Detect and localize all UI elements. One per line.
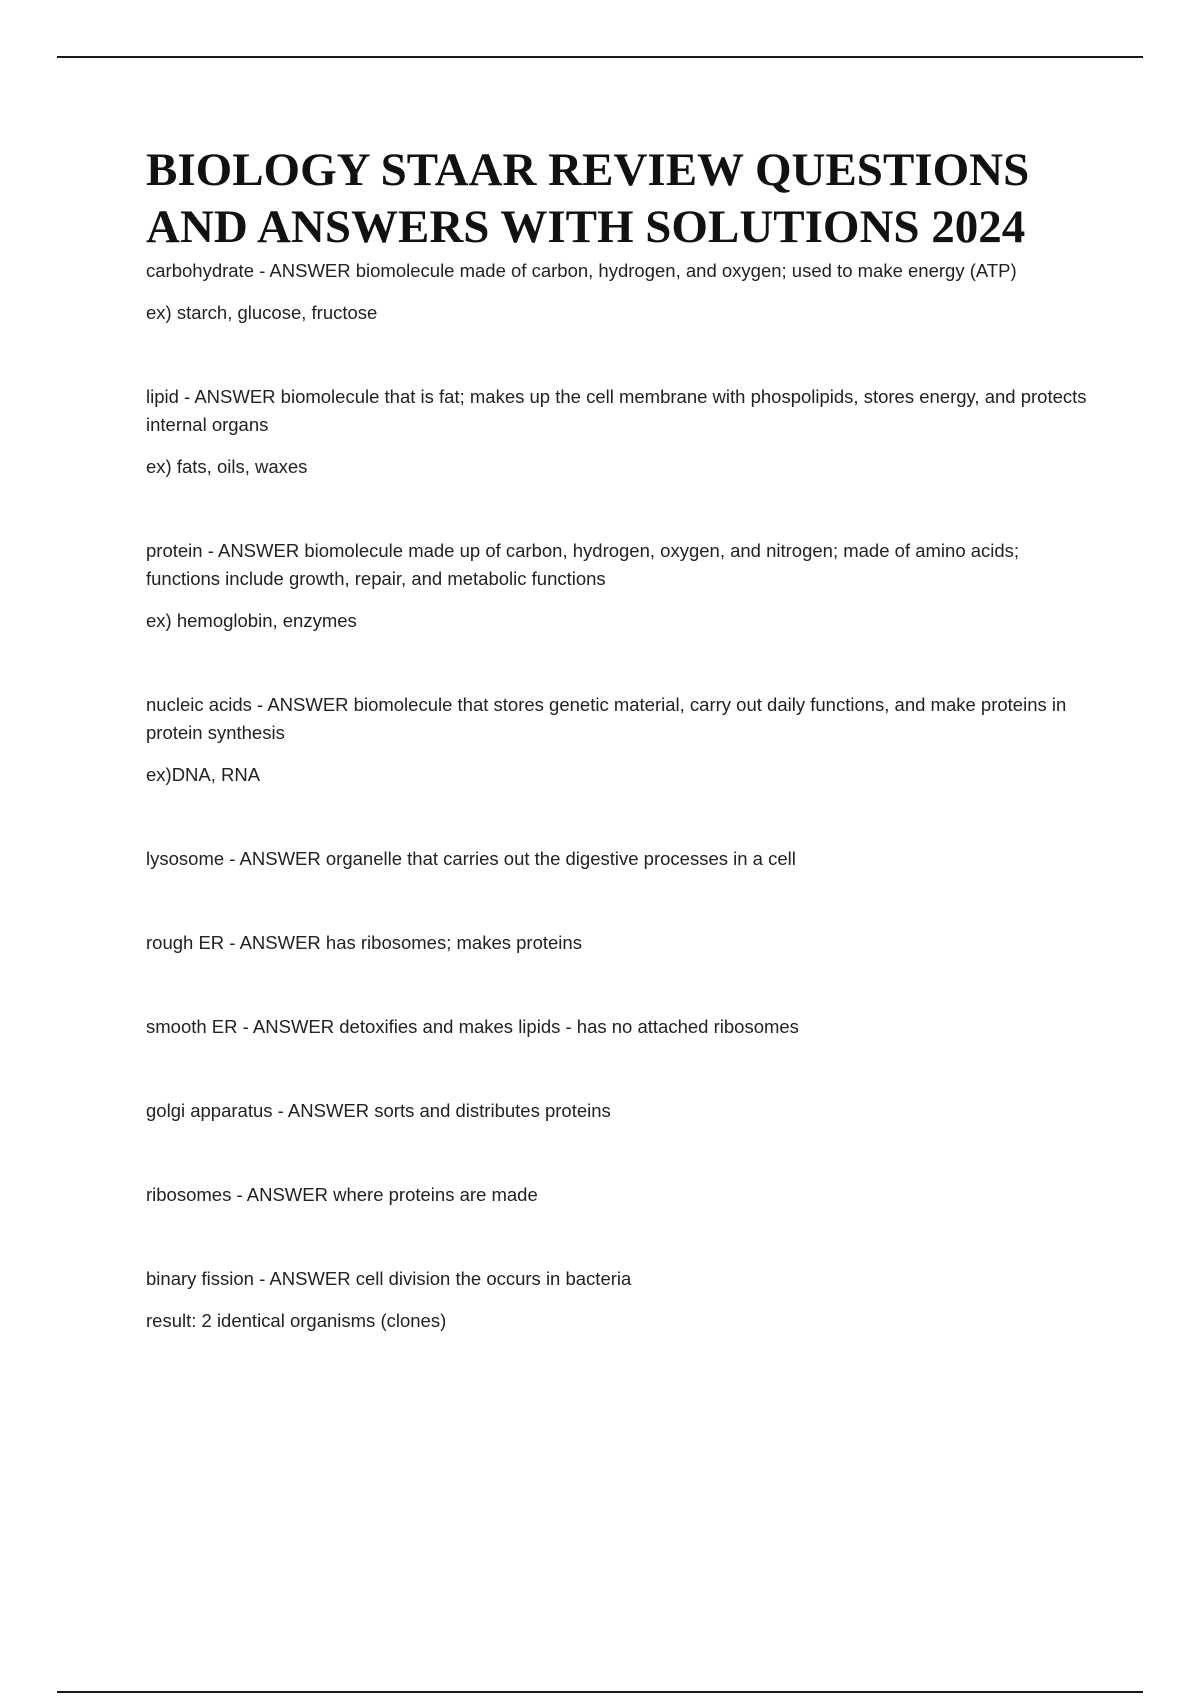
entry-lipid: [146, 383, 1096, 481]
title-line-2: AND ANSWERS WITH SOLUTIONS 2024: [146, 201, 1026, 253]
entry-binary-fission: [146, 1265, 1096, 1335]
entry-smooth-er: [146, 1013, 1096, 1041]
entry-definition: lysosome - ANSWER organelle that carries out the digestive processes in a cell: [146, 848, 796, 869]
entry-example: ex) fats, oils, waxes: [146, 456, 308, 477]
entry-definition: lipid - ANSWER biomolecule that is fat; makes up the cell membrane with phospolipids, stores energy, and protects internal organs: [146, 386, 1087, 435]
qa-list: [146, 257, 1096, 1335]
entry-definition: protein - ANSWER biomolecule made up of carbon, hydrogen, oxygen, and nitrogen; made of amino acids; functions include growth, repair, and metabolic functions: [146, 540, 1020, 589]
entry-nucleic-acids: [146, 691, 1096, 789]
title-line-1: BIOLOGY STAAR REVIEW QUESTIONS: [146, 144, 1030, 196]
entry-definition: nucleic acids - ANSWER biomolecule that stores genetic material, carry out daily functions, and make proteins in protein synthesis: [146, 694, 1067, 743]
entry-golgi-apparatus: [146, 1097, 1096, 1125]
entry-example: ex) starch, glucose, fructose: [146, 302, 378, 323]
entry-definition: rough ER - ANSWER has ribosomes; makes proteins: [146, 932, 582, 953]
bottom-rule: [57, 1691, 1143, 1693]
entry-definition: golgi apparatus - ANSWER sorts and distributes proteins: [146, 1100, 611, 1121]
top-rule: [57, 56, 1143, 58]
document-title: [146, 142, 1146, 256]
entry-example: result: 2 identical organisms (clones): [146, 1310, 447, 1331]
entry-definition: ribosomes - ANSWER where proteins are made: [146, 1184, 538, 1205]
entry-definition: binary fission - ANSWER cell division the occurs in bacteria: [146, 1268, 632, 1289]
entry-ribosomes: [146, 1181, 1096, 1209]
entry-definition: carbohydrate - ANSWER biomolecule made of carbon, hydrogen, and oxygen; used to make energy (ATP): [146, 260, 1017, 281]
entry-rough-er: [146, 929, 1096, 957]
entry-definition: smooth ER - ANSWER detoxifies and makes lipids - has no attached ribosomes: [146, 1016, 799, 1037]
entry-protein: [146, 537, 1096, 635]
entry-example: ex) hemoglobin, enzymes: [146, 610, 357, 631]
entry-carbohydrate: [146, 257, 1096, 327]
entry-example: ex)DNA, RNA: [146, 764, 261, 785]
entry-lysosome: [146, 845, 1096, 873]
